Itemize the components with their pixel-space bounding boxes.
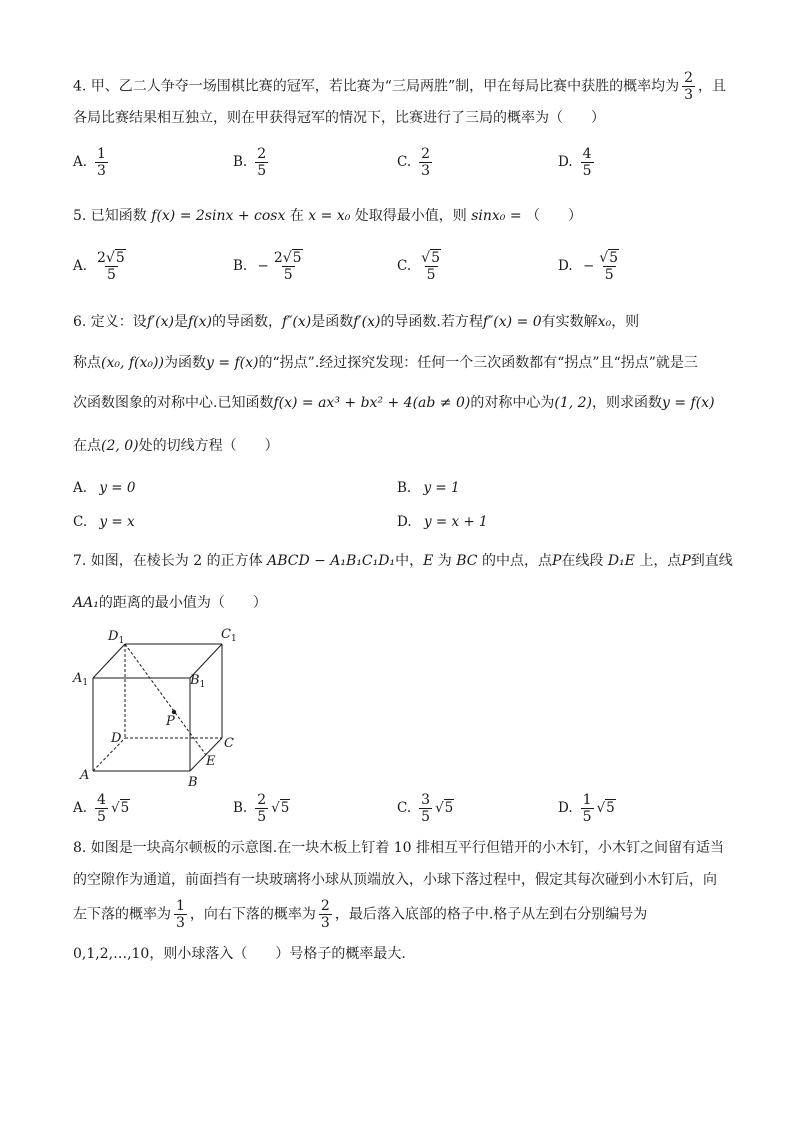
q7-option-a: A. $\frac{4}{5}$ √5 bbox=[73, 792, 130, 825]
q4-option-a: A. $\frac{1}{3}$ bbox=[73, 146, 106, 179]
label-b: B bbox=[188, 775, 198, 790]
label-b1: $B_1$ bbox=[190, 673, 206, 690]
math: sinx₀ = bbox=[471, 208, 522, 224]
q4-option-d: D. $\frac{4}{5}$ bbox=[558, 146, 592, 179]
q5-option-d: D. − $\frac{√5}{5}$ bbox=[558, 250, 619, 283]
q7-option-b: B. $\frac{2}{5}$ √5 bbox=[233, 792, 290, 825]
label-c: C bbox=[224, 736, 234, 751]
q7-line2: AA₁的距离的最小值为（ ） bbox=[73, 595, 267, 611]
q7-option-d: D. $\frac{1}{5}$ √5 bbox=[558, 792, 615, 825]
q6-line4: 在点(2, 0)处的切线方程（ ） bbox=[73, 438, 279, 454]
q4-line2: 各局比赛结果相互独立，则在甲获得冠军的情况下，比赛进行了三局的概率为（ ） bbox=[73, 110, 605, 126]
q8-line4: 0,1,2,…,10，则小球落入（ ）号格子的概率最大. bbox=[73, 946, 406, 962]
q5-option-b: B. − $\frac{2√5}{5}$ bbox=[233, 250, 302, 283]
label-p: P bbox=[166, 714, 175, 729]
q4-option-b: B. $\frac{2}{5}$ bbox=[233, 146, 267, 179]
label-a: A bbox=[80, 768, 90, 783]
label-c1: $C_1$ bbox=[221, 627, 237, 644]
label-a1: $A_1$ bbox=[73, 671, 89, 688]
edge-a1d1 bbox=[93, 644, 125, 678]
q4-option-c: C. $\frac{2}{3}$ bbox=[397, 146, 431, 179]
q5-stem: 5. 已知函数 f(x) = 2sinx + cosx 在 x = x₀ 处取得最小值，则 sinx₀ = （ ） bbox=[73, 208, 583, 224]
q6-line3: 次函数图象的对称中心.已知函数f(x) = ax³ + bx² + 4(ab ≠ 0)的对称中心为(1, 2)，则求函数y = f(x) bbox=[73, 395, 715, 411]
math: x = x₀ bbox=[308, 208, 351, 224]
q8-line3: 左下落的概率为 $\frac{1}{3}$ ，向右下落的概率为 $\frac{2}{3}$ ，最后落入底部的格子中.格子从左到右分别编号为 bbox=[73, 898, 648, 931]
label-d1: $D_1$ bbox=[108, 629, 125, 646]
q4-line1 bbox=[73, 70, 726, 103]
q4-text: ，且 bbox=[698, 78, 727, 95]
label-d: D bbox=[111, 731, 122, 746]
q6-line1: 6. 定义：设f′(x)是f(x)的导函数，f″(x)是函数f′(x)的导函数.若方程f″(x) = 0有实数解x₀，则 bbox=[73, 314, 640, 330]
q7-option-c: C. $\frac{3}{5}$ √5 bbox=[397, 792, 454, 825]
q8-line2: 的空隙作为通道，前面挡有一块玻璃将小球从顶端放入，小球下落过程中，假定其每次碰到小木钉后，向 bbox=[73, 872, 717, 888]
q6-option-c: C. y = x bbox=[73, 514, 135, 530]
label-e: E bbox=[206, 754, 216, 769]
q6-option-a: A. y = 0 bbox=[73, 480, 136, 496]
q5-option-a: A. $\frac{2√5}{5}$ bbox=[73, 250, 125, 283]
q6-line2: 称点(x₀, f(x₀))为函数y = f(x)的“拐点”.经过探究发现：任何一个三次函数都有“拐点”且“拐点”就是三 bbox=[73, 355, 698, 371]
q8-line1: 8. 如图是一块高尔顿板的示意图.在一块木板上钉着 10 排相互平行但错开的小木钉，小木钉之间留有适当 bbox=[73, 840, 724, 856]
q7-line1: 7. 如图，在棱长为 2 的正方体 ABCD − A₁B₁C₁D₁中，E 为 BC 的中点，点P在线段 D₁E 上，点P到直线 bbox=[73, 553, 733, 569]
q5-option-c: C. $\frac{√5}{5}$ bbox=[397, 250, 440, 283]
cube-figure bbox=[70, 622, 250, 790]
q6-option-b: B. y = 1 bbox=[397, 480, 460, 496]
math: f(x) = 2sinx + cosx bbox=[151, 208, 286, 224]
q4-text: 4. 甲、乙二人争夺一场围棋比赛的冠军，若比赛为“三局两胜”制，甲在每局比赛中获胜的概率均为 bbox=[73, 78, 680, 95]
fraction: $\frac{2}{3}$ bbox=[684, 70, 694, 103]
q6-option-d: D. y = x + 1 bbox=[397, 514, 488, 530]
